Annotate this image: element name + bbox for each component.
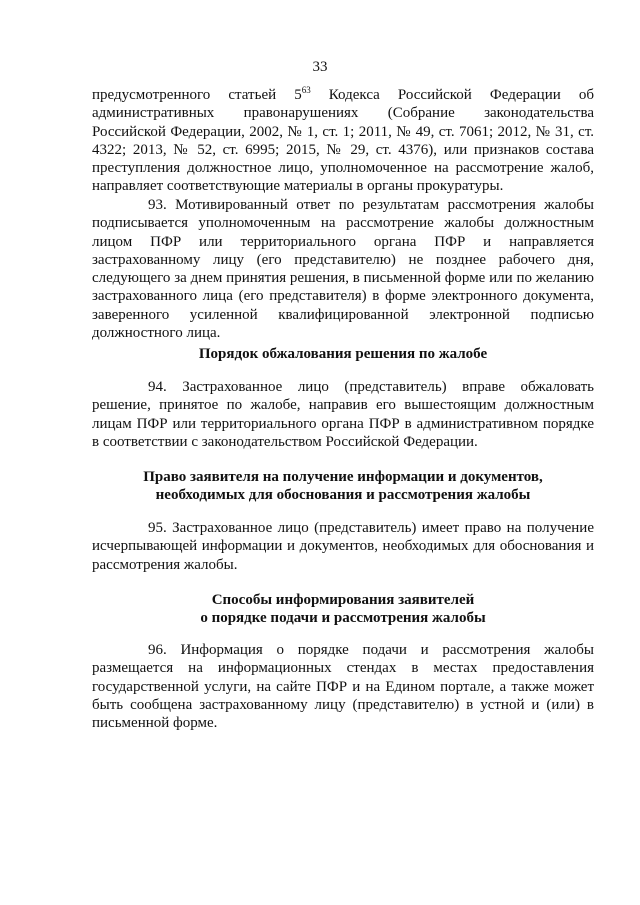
section-heading-right-line-2: необходимых для обоснования и рассмотрения жалобы bbox=[155, 487, 531, 504]
section-heading-right-to-information bbox=[92, 468, 594, 505]
paragraph-93-text: 93. Мотивированный ответ по результатам рассмотрения жалобы подписывается уполномоченным на рассмотрение жалобы должностным лицом ПФР или территориального органа ПФР и направляется застрахованному лицу (его представителю) не позднее рабочего дня, следующего за днем принятия решения, в письменной форме или по желанию застрахованного лица (его представителя) в форме электронного документа, заверенного усиленной квалифицированной электронной подписью должностного лица. bbox=[92, 197, 594, 342]
section-heading-informing-line-1: Способы информирования заявителей bbox=[211, 592, 475, 608]
paragraph-continued-text-start: предусмотренного статьей 5 bbox=[92, 87, 302, 103]
paragraph-93 bbox=[92, 196, 594, 342]
section-heading-appeal-text: Порядок обжалования решения по жалобе bbox=[198, 346, 488, 362]
section-heading-informing bbox=[92, 591, 594, 628]
section-heading-informing-line-2: о порядке подачи и рассмотрения жалобы bbox=[200, 610, 486, 627]
paragraph-continued bbox=[92, 86, 594, 196]
page-number: 33 bbox=[312, 59, 328, 75]
paragraph-96-text: 96. Информация о порядке подачи и рассмотрения жалобы размещается на информационных стендах в местах предоставления государственной услуги, на сайте ПФР и на Едином портале, а также может быть сообщена застрахованному лицу (представителю) в устной и (или) в письменной форме. bbox=[92, 642, 594, 732]
article-superscript: 63 bbox=[301, 85, 311, 95]
paragraph-94-text: 94. Застрахованное лицо (представитель) вправе обжаловать решение, принятое по жалобе, направив его вышестоящим должностным лицам ПФР или территориального органа ПФР в административном порядке в соответствии с законодательством Российской Федерации. bbox=[92, 379, 594, 450]
paragraph-96 bbox=[92, 641, 594, 732]
section-heading-right-line-1: Право заявителя на получение информации и документов, bbox=[143, 469, 543, 485]
paragraph-95-text: 95. Застрахованное лицо (представитель) имеет право на получение исчерпывающей информации и документов, необходимых для обоснования и рассмотрения жалобы. bbox=[92, 520, 594, 573]
paragraph-95 bbox=[92, 519, 594, 574]
paragraph-continued-text-end: Кодекса Российской Федерации об административных правонарушениях (Собрание законодательства Российской Федерации, 2002, № 1, ст. 1; 2011, № 49, ст. 7061; 2012, № 31, ст. 4322; 2013, № 52, ст. 6995; 2015, № 29, ст. 4376), или признаков состава преступления должностное лицо, уполномоченное на рассмотрение жалоб, направляет соответствующие материалы в органы прокуратуры. bbox=[92, 87, 594, 195]
paragraph-94 bbox=[92, 378, 594, 451]
section-heading-appeal bbox=[92, 345, 594, 363]
